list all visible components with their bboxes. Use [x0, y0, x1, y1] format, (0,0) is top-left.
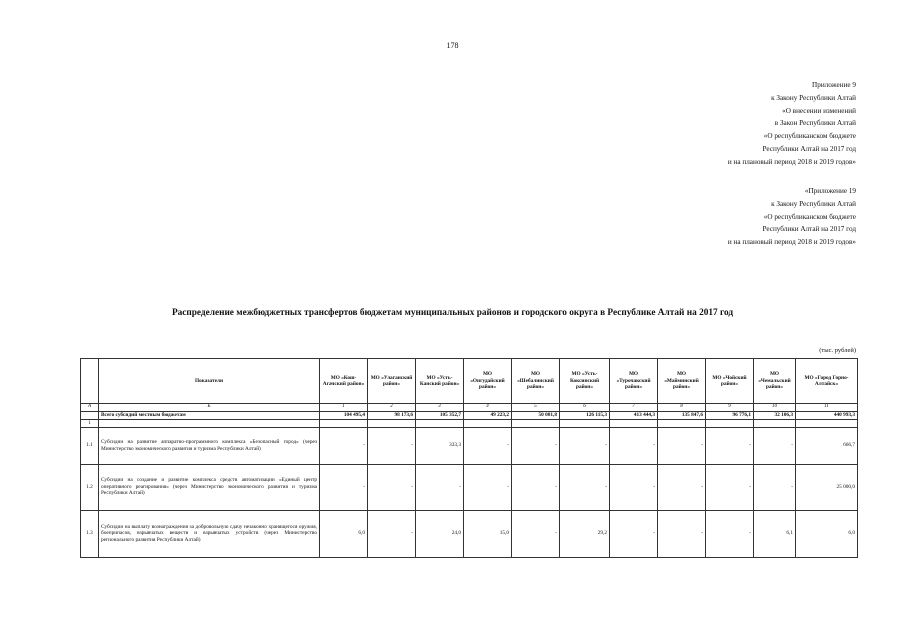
units-label: (тыс. рублей)	[819, 347, 856, 354]
value-cell	[368, 419, 416, 427]
appendix-line: Республики Алтай на 2017 год	[762, 144, 856, 153]
district-header: МО «Шебалинский район»	[512, 359, 560, 404]
value-cell: 440 993,3	[796, 411, 858, 419]
value-cell: 333,3	[416, 427, 464, 464]
document-title: Распределение межбюджетных трансфертов бюджетам муниципальных районов и городского округа в Республике Алтай на 2017 год	[171, 308, 734, 318]
appendix-line: к Закону Республики Алтай	[771, 93, 856, 102]
value-cell: -	[560, 427, 610, 464]
section-row	[81, 419, 858, 427]
value-cell: 6	[560, 404, 610, 412]
value-cell: -	[512, 510, 560, 557]
appendix-line: «Приложение 19	[804, 187, 856, 195]
value-cell: -	[512, 427, 560, 464]
value-cell	[464, 419, 512, 427]
row-number: 1.1	[81, 427, 99, 464]
value-cell: -	[658, 510, 706, 557]
table-row	[81, 464, 858, 510]
value-cell: -	[368, 427, 416, 464]
value-cell	[658, 419, 706, 427]
value-cell	[560, 419, 610, 427]
district-header: МО «Чойский район»	[706, 359, 754, 404]
value-cell: 1	[320, 404, 368, 412]
value-cell: -	[560, 464, 610, 510]
page-number: 178	[446, 41, 459, 50]
row-label: Всего субсидий местным бюджетам	[99, 411, 320, 419]
value-cell	[706, 419, 754, 427]
row-number: 1.2	[81, 464, 99, 510]
appendix-line: «О республиканском бюджете	[763, 212, 856, 221]
value-cell	[512, 419, 560, 427]
value-cell: 6,0	[796, 510, 858, 557]
value-cell: -	[416, 464, 464, 510]
value-cell: -	[754, 427, 796, 464]
value-cell: 98 173,6	[368, 411, 416, 419]
row-number: 1	[81, 419, 99, 427]
district-header: МО «Онгудайский район»	[464, 359, 512, 404]
value-cell: -	[368, 510, 416, 557]
table-header-row	[81, 359, 858, 404]
value-cell: 135 847,6	[658, 411, 706, 419]
value-cell: -	[706, 510, 754, 557]
value-cell: 9	[706, 404, 754, 412]
value-cell: 10	[754, 404, 796, 412]
number-header	[81, 359, 99, 404]
value-cell: 3	[416, 404, 464, 412]
value-cell: 104 495,4	[320, 411, 368, 419]
appendix-line: в Закон Республики Алтай	[774, 119, 856, 128]
row-label	[99, 419, 320, 427]
district-header: МО «Кош-Агачский район»	[320, 359, 368, 404]
value-cell: 6,1	[754, 510, 796, 557]
value-cell: 4	[464, 404, 512, 412]
value-cell: -	[320, 427, 368, 464]
table-body	[81, 404, 858, 558]
appendix-line: и на плановый период 2018 и 2019 годов»	[727, 157, 856, 166]
value-cell: 2	[368, 404, 416, 412]
value-cell: 666,7	[796, 427, 858, 464]
appendix-line: и на плановый период 2018 и 2019 годов»	[727, 238, 856, 247]
value-cell: 29,2	[560, 510, 610, 557]
value-cell	[610, 419, 658, 427]
budget-table	[80, 358, 858, 558]
row-number	[81, 411, 99, 419]
value-cell: 8	[658, 404, 706, 412]
value-cell: -	[610, 427, 658, 464]
value-cell: -	[610, 464, 658, 510]
row-label: Субсидии на развитие аппаратно-программного комплекса «Безопасный город» (через Министерство экономического развития и туризма Республики Алтай)	[99, 427, 320, 464]
value-cell: 15,0	[464, 510, 512, 557]
value-cell	[754, 419, 796, 427]
value-cell: 96 776,1	[706, 411, 754, 419]
row-number: А	[81, 404, 99, 412]
value-cell: 126 115,3	[560, 411, 610, 419]
district-header: МО «Турочакский район»	[610, 359, 658, 404]
value-cell: -	[368, 464, 416, 510]
value-cell: 413 444,3	[610, 411, 658, 419]
appendix-line: Республики Алтай на 2017 год	[762, 225, 856, 234]
value-cell: -	[706, 427, 754, 464]
appendix-line: Приложение 9	[812, 81, 856, 89]
value-cell: 25 000,0	[796, 464, 858, 510]
appendix-note-old	[728, 185, 856, 249]
value-cell	[796, 419, 858, 427]
row-label: Субсидии на выплату вознаграждения за добровольную сдачу незаконно хранящегося оружия, боеприпасов, взрывчатых веществ и взрывчатых устройств (через Министерство регионального развития Республики Алтай)	[99, 510, 320, 557]
value-cell: 105 352,7	[416, 411, 464, 419]
value-cell: -	[658, 464, 706, 510]
appendix-line: к Закону Республики Алтай	[771, 199, 856, 208]
district-header: МО «Улаганский район»	[368, 359, 416, 404]
row-number: 1.3	[81, 510, 99, 557]
value-cell: -	[754, 464, 796, 510]
value-cell: -	[610, 510, 658, 557]
value-cell: -	[320, 464, 368, 510]
value-cell: 5	[512, 404, 560, 412]
appendix-line: «О республиканском бюджете	[763, 132, 856, 141]
value-cell	[416, 419, 464, 427]
district-header: МО «Усть-Коксинский район»	[560, 359, 610, 404]
total-row	[81, 411, 858, 419]
value-cell: 49 223,2	[464, 411, 512, 419]
value-cell: -	[706, 464, 754, 510]
value-cell: 50 001,8	[512, 411, 560, 419]
district-header: МО «Майминский район»	[658, 359, 706, 404]
value-cell: 11	[796, 404, 858, 412]
value-cell: 7	[610, 404, 658, 412]
indicator-header: Показатели	[99, 359, 320, 404]
value-cell: -	[464, 464, 512, 510]
value-cell: 6,0	[320, 510, 368, 557]
column-index-row	[81, 404, 858, 412]
table-row	[81, 510, 858, 557]
appendix-line: «О внесении изменений	[782, 106, 856, 115]
district-header: МО «Город Горно-Алтайск»	[796, 359, 858, 404]
row-label: Субсидии на создание и развитие комплекса средств автоматизации «Единый центр оперативного реагирования» (через Министерство экономического развития и туризма Республики Алтай)	[99, 464, 320, 510]
value-cell: -	[658, 427, 706, 464]
value-cell: 32 106,3	[754, 411, 796, 419]
table-row	[81, 427, 858, 464]
value-cell: 24,0	[416, 510, 464, 557]
appendix-note-new	[728, 79, 856, 169]
row-label: Б	[99, 404, 320, 412]
district-header: МО «Чемальский район»	[754, 359, 796, 404]
value-cell: -	[464, 427, 512, 464]
value-cell	[320, 419, 368, 427]
value-cell: -	[512, 464, 560, 510]
district-header: МО «Усть-Канский район»	[416, 359, 464, 404]
